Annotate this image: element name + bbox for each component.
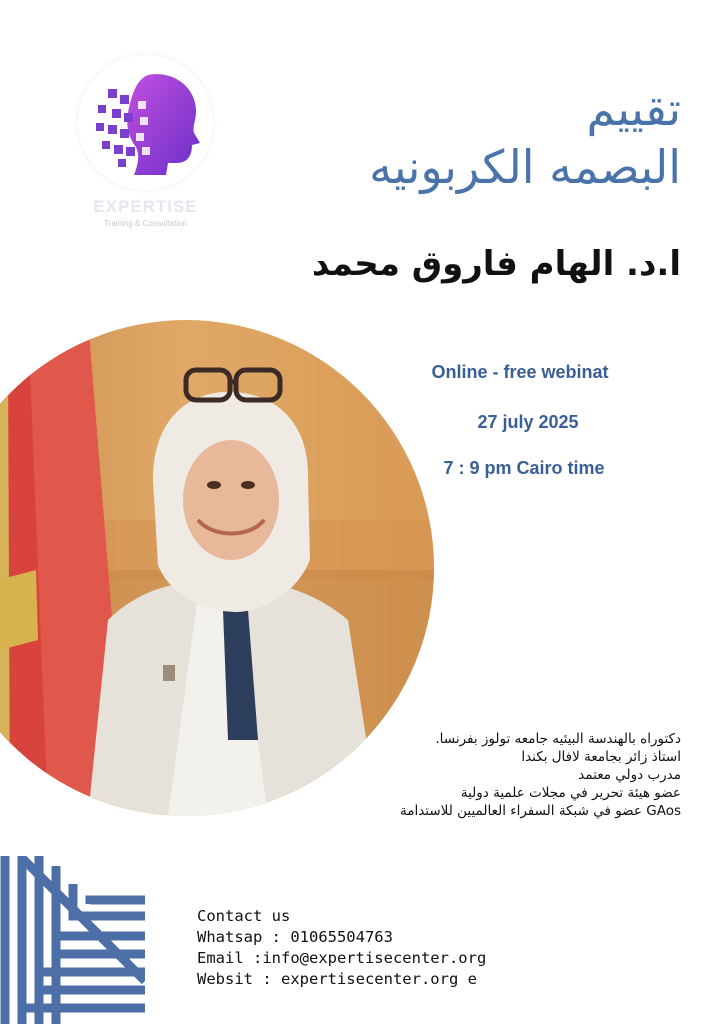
- brand-tagline: Training & Consultation: [104, 219, 187, 228]
- head-pixel-logo-icon: [78, 55, 213, 190]
- presenter-name: ا.د. الهام فاروق محمد: [311, 244, 681, 284]
- contact-email[interactable]: Email :info@expertisecenter.org: [197, 949, 487, 967]
- title-line-1: تقييم: [586, 82, 681, 136]
- event-time: 7 : 9 pm Cairo time: [443, 458, 605, 478]
- title-line-2: البصمه الكربونيه: [369, 140, 681, 194]
- decorative-stripes: [0, 856, 145, 1024]
- bio-line: استاذ زائر بجامعة لافال بكندا: [521, 749, 681, 765]
- contact-whatsapp[interactable]: Whatsap : 01065504763: [197, 928, 393, 946]
- speaker-bio: [400, 730, 681, 820]
- contact-block: [197, 906, 486, 990]
- event-date: 27 july 2025: [477, 412, 579, 432]
- contact-heading: Contact us: [197, 907, 291, 925]
- brand-name: EXPERTISE: [93, 197, 198, 216]
- bio-line: عضو هيئة تحرير في مجلات علمية دولية: [460, 785, 681, 801]
- speaker-portrait: [0, 320, 434, 816]
- contact-website[interactable]: Websit : expertisecenter.org e: [197, 970, 477, 988]
- event-format: Online - free webinat: [431, 362, 609, 382]
- speaker-photo: [0, 320, 434, 816]
- bio-line: مدرب دولي معتمد: [578, 767, 681, 783]
- bio-line: دكتوراه بالهندسة البيئيه جامعه تولوز بفرنسا.: [435, 731, 681, 747]
- brand-logo: [78, 55, 213, 190]
- bio-line: GAos عضو في شبكة السفراء العالميين للاستدامة: [399, 803, 681, 819]
